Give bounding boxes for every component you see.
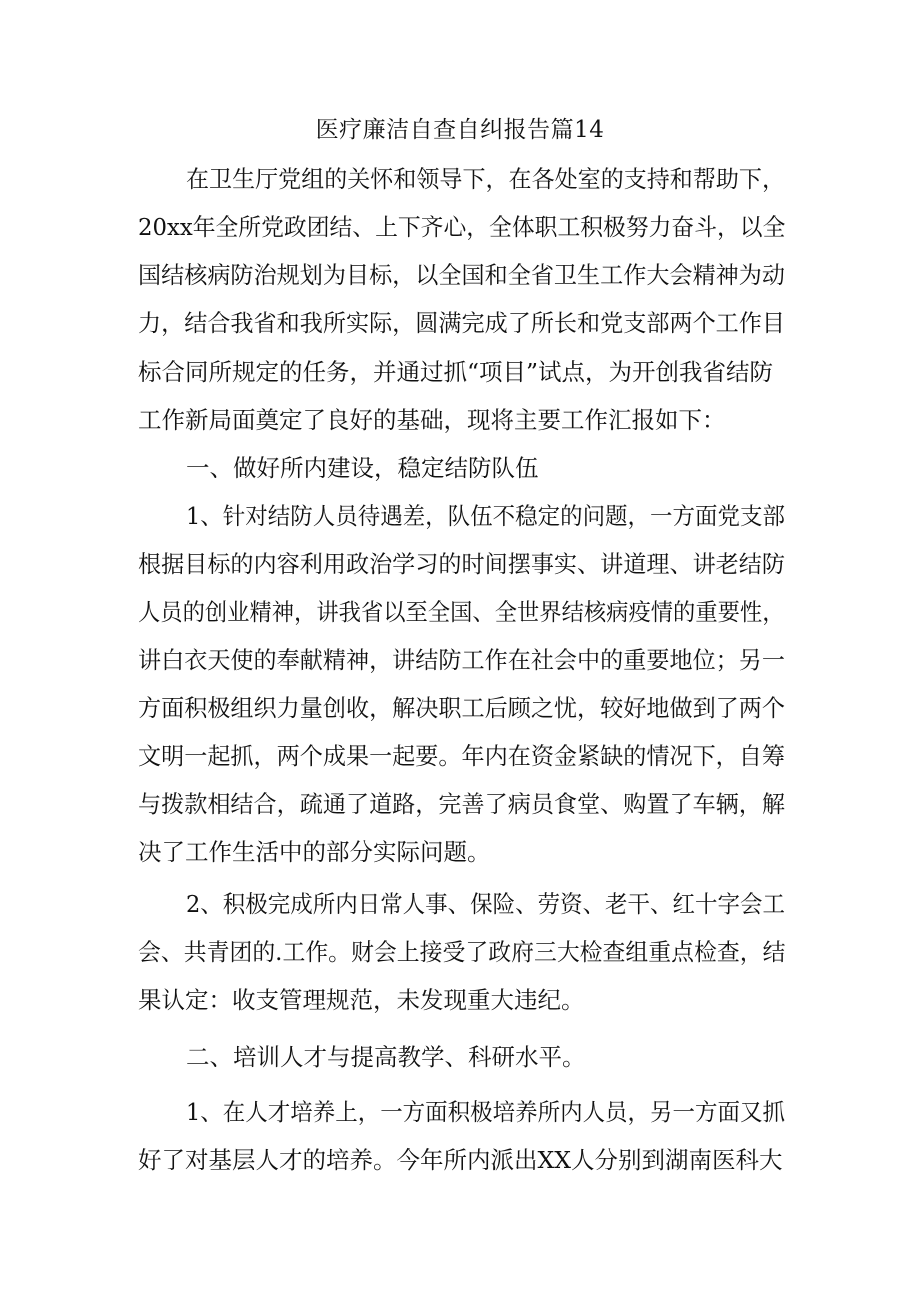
- paragraph-line: 国结核病防治规划为目标，以全国和全省卫生工作大会精神为动: [138, 261, 785, 289]
- paragraph-line: 与拨款相结合，疏通了道路，完善了病员食堂、购置了车辆，解: [138, 790, 785, 818]
- paragraph-line: 讲白衣天使的奉献精神，讲结防工作在社会中的重要地位；另一: [138, 646, 785, 674]
- paragraph-line: 根据目标的内容利用政治学习的时间摆事实、讲道理、讲老结防: [138, 550, 785, 578]
- paragraph-line: 工作新局面奠定了良好的基础，现将主要工作汇报如下：: [138, 406, 726, 434]
- section-heading: 一、做好所内建设，稳定结防队伍: [186, 454, 539, 482]
- paragraph-line: 标合同所规定的任务，并通过抓“项目”试点，为开创我省结防: [138, 358, 774, 386]
- section-heading: 二、培训人才与提高教学、科研水平。: [186, 1043, 586, 1071]
- paragraph-line: 方面积极组织力量创收，解决职工后顾之忧，较好地做到了两个: [138, 694, 785, 722]
- paragraph-line: 1、针对结防人员待遇差，队伍不稳定的问题，一方面党支部: [186, 502, 785, 530]
- paragraph-line: 果认定：收支管理规范，未发现重大违纪。: [138, 986, 585, 1014]
- paragraph-line: 会、共青团的.工作。财会上接受了政府三大检查组重点检查，结: [138, 938, 786, 966]
- paragraph-line: 在卫生厅党组的关怀和领导下，在各处室的支持和帮助下，: [186, 165, 785, 193]
- paragraph-line: 20xx年全所党政团结、上下齐心，全体职工积极努力奋斗，以全: [138, 213, 786, 241]
- paragraph-line: 好了对基层人才的培养。今年所内派出XX人分别到湖南医科大: [138, 1146, 783, 1174]
- paragraph-line: 2、积极完成所内日常人事、保险、劳资、老干、红十字会工: [186, 890, 785, 918]
- paragraph-line: 力，结合我省和我所实际，圆满完成了所长和党支部两个工作目: [138, 309, 785, 337]
- paragraph-line: 1、在人才培养上，一方面积极培养所内人员，另一方面又抓: [186, 1098, 785, 1126]
- paragraph-line: 人员的创业精神，讲我省以至全国、全世界结核病疫情的重要性，: [138, 598, 785, 626]
- document-title: 医疗廉洁自查自纠报告篇14: [315, 117, 605, 143]
- paragraph-line: 决了工作生活中的部分实际问题。: [138, 838, 491, 866]
- paragraph-line: 文明一起抓，两个成果一起要。年内在资金紧缺的情况下，自筹: [138, 742, 785, 770]
